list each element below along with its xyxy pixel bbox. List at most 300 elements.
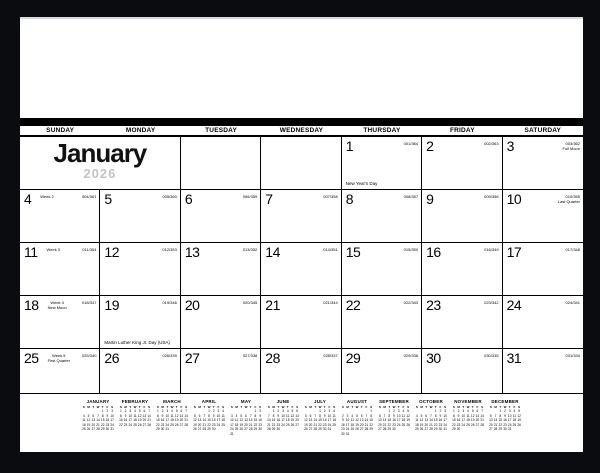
mini-day-letter: S (370, 405, 373, 409)
mini-date: 27 (244, 427, 248, 431)
mini-date: 21 (202, 422, 207, 427)
mini-date: 1 (208, 409, 210, 413)
mini-date: 15 (433, 418, 438, 422)
mini-date: 11 (286, 413, 290, 418)
mini-date: 23 (341, 427, 345, 431)
mini-date: 19 (517, 418, 521, 422)
mini-calendar-february (119, 399, 152, 427)
mini-calendar-november (452, 399, 485, 432)
mini-date: 8 (434, 413, 437, 418)
mini-date: 26 (174, 422, 179, 427)
mini-day-letter: M (198, 405, 201, 409)
day-number: 15 (345, 244, 361, 260)
mini-date: 16 (322, 418, 327, 422)
mini-date: 4 (415, 413, 418, 418)
mini-date: 24 (327, 422, 332, 427)
mini-date: 22 (119, 422, 123, 427)
mini-date: 24 (443, 422, 447, 427)
mini-day-letter: W (170, 405, 174, 409)
mini-date: 27 (179, 422, 184, 427)
mini-date: 10 (396, 413, 401, 418)
mini-date: 11 (234, 418, 239, 422)
day-number: 31 (506, 350, 522, 366)
mini-date: 16 (258, 418, 262, 422)
mini-date: 20 (378, 422, 382, 427)
mini-date: 14 (364, 418, 369, 422)
mini-date: 9 (393, 413, 395, 418)
day-cell-3 (503, 137, 583, 190)
mini-date: 30 (392, 427, 396, 431)
mini-date: 6 (198, 413, 201, 418)
mini-dates (378, 409, 411, 432)
mini-date: 8 (208, 413, 210, 418)
mini-dates (489, 409, 522, 432)
mini-day-letter: T (323, 405, 326, 409)
mini-date: 22 (369, 422, 373, 427)
mini-date: 14 (493, 418, 498, 422)
mini-day-letter: S (518, 405, 521, 409)
mini-day-letter: S (452, 405, 455, 409)
mini-date: 6 (245, 413, 247, 418)
mini-day-letter: T (166, 405, 169, 409)
mini-date: 2 (259, 409, 262, 413)
mini-day-letter: S (407, 405, 410, 409)
mini-date: 25 (170, 422, 174, 427)
mini-date: 3 (129, 409, 132, 413)
day-of-year-code: 001/364 (403, 141, 419, 146)
mini-date: 2 (323, 409, 326, 413)
mini-date: 26 (419, 427, 424, 431)
mini-day-letter: T (351, 405, 354, 409)
mini-date: 24 (345, 427, 350, 431)
mini-date: 6 (309, 413, 312, 418)
mini-calendar-october (415, 399, 448, 432)
mini-date: 23 (160, 422, 165, 427)
mini-date: 12 (86, 418, 91, 422)
mini-date: 18 (82, 422, 86, 427)
mini-date: 12 (517, 413, 521, 418)
day-of-year-code: 023/342 (484, 300, 499, 305)
mini-date: 11 (466, 413, 470, 418)
mini-date: 6 (378, 413, 381, 418)
mini-date: 14 (202, 418, 207, 422)
mini-date: 12 (304, 418, 308, 422)
mini-date: 29 (369, 427, 373, 431)
mini-date: 5 (138, 409, 141, 413)
mini-date: 18 (415, 422, 419, 427)
mini-date: 15 (498, 418, 503, 422)
mini-day-letter: S (119, 405, 122, 409)
mini-date: 8 (499, 413, 502, 418)
mini-date: 10 (128, 413, 133, 418)
day-cell-13 (181, 243, 261, 296)
day-cell-6 (181, 190, 261, 243)
mini-date: 10 (281, 413, 285, 418)
mini-date: 11 (350, 418, 354, 422)
mini-date: 5 (87, 413, 90, 418)
mini-date: 23 (322, 422, 327, 427)
mini-calendar-july (304, 399, 337, 432)
month-title: January (53, 138, 147, 168)
day-number: 30 (426, 350, 441, 366)
mini-day-letter: T (138, 405, 141, 409)
mini-date: 6 (489, 413, 492, 418)
mini-day-letter: S (230, 405, 233, 409)
mini-dates (341, 409, 374, 436)
mini-date: 24 (461, 422, 466, 427)
mini-date: 23 (438, 422, 443, 427)
day-cell-10 (503, 190, 583, 243)
day-number: 26 (104, 350, 119, 366)
mini-day-letter: S (296, 405, 299, 409)
mini-date: 11 (82, 418, 86, 422)
mini-date: 2 (106, 409, 109, 413)
mini-day-letter: T (175, 405, 178, 409)
mini-date: 10 (216, 413, 221, 418)
mini-date: 25 (234, 427, 239, 431)
mini-date: 30 (322, 427, 327, 431)
mini-date: 3 (508, 409, 511, 413)
mini-date: 29 (253, 427, 258, 431)
mini-date: 19 (239, 422, 244, 427)
mini-date: 27 (197, 427, 202, 431)
mini-day-letter: S (481, 405, 484, 409)
mini-day-letter: S (333, 405, 336, 409)
mini-date: 12 (137, 413, 142, 418)
mini-date: 5 (291, 409, 294, 413)
mini-day-letter: S (156, 405, 159, 409)
mini-date: 18 (350, 422, 355, 427)
mini-date: 12 (470, 413, 475, 418)
mini-date: 17 (396, 418, 401, 422)
mini-date: 17 (443, 418, 447, 422)
mini-date: 7 (430, 413, 432, 418)
day-of-year-code: 005/360 (162, 194, 177, 199)
mini-date: 1 (156, 409, 159, 413)
mini-date: 8 (388, 413, 391, 418)
mini-date: 19 (193, 422, 197, 427)
day-number: 17 (506, 244, 522, 260)
mini-date: 7 (494, 413, 497, 418)
day-cell-25 (20, 349, 100, 394)
mini-date: 22 (271, 422, 276, 427)
mini-date: 28 (480, 422, 484, 427)
mini-date: 27 (142, 422, 147, 427)
mini-date: 5 (518, 409, 521, 413)
mini-date: 14 (184, 413, 188, 418)
mini-date: 20 (142, 418, 147, 422)
mini-day-letter: F (365, 405, 368, 409)
mini-date: 13 (197, 418, 202, 422)
day-cell-24 (503, 296, 583, 349)
mini-day-letter: T (471, 405, 474, 409)
mini-date: 22 (156, 422, 160, 427)
mini-date: 27 (295, 422, 299, 427)
day-number: 4 (24, 191, 32, 207)
mini-date: 28 (364, 427, 369, 431)
mini-date: 12 (174, 413, 179, 418)
mini-day-letter: T (249, 405, 252, 409)
mini-day-letter: W (207, 405, 211, 409)
day-cell-31 (503, 349, 583, 394)
mini-date: 25 (221, 422, 225, 427)
mini-date: 9 (504, 413, 506, 418)
mini-date: 19 (137, 418, 142, 422)
mini-date: 18 (512, 418, 517, 422)
mini-day-letter: F (180, 405, 183, 409)
day-cell-23 (422, 296, 502, 349)
day-cell-27 (181, 349, 261, 394)
mini-date: 10 (461, 413, 466, 418)
mini-day-letter: S (259, 405, 262, 409)
mini-date: 3 (346, 413, 349, 418)
mini-date: 25 (466, 422, 470, 427)
day-number: 13 (184, 244, 200, 260)
mini-date: 23 (105, 422, 110, 427)
mini-date: 19 (355, 422, 359, 427)
mini-date: 3 (166, 409, 169, 413)
mini-date: 2 (457, 409, 460, 413)
mini-date: 7 (267, 413, 270, 418)
mini-date: 9 (106, 413, 109, 418)
mini-date: 14 (429, 418, 433, 422)
day-of-year-code: 017/348 (565, 247, 580, 252)
mini-date: 31 (443, 427, 447, 431)
mini-date: 16 (276, 418, 281, 422)
mini-date: 29 (498, 427, 503, 431)
day-number: 9 (426, 191, 434, 207)
mini-date: 2 (341, 413, 344, 418)
mini-date: 8 (370, 413, 373, 418)
mini-date: 25 (512, 422, 517, 427)
mini-date: 4 (333, 409, 336, 413)
mini-calendar-march (156, 399, 189, 432)
day-number: 28 (265, 350, 280, 366)
day-of-year-code: 026/339 (162, 353, 177, 358)
mini-date: 6 (425, 413, 428, 418)
mini-date: 20 (179, 418, 184, 422)
mini-date: 17 (345, 422, 350, 427)
mini-date: 7 (383, 413, 386, 418)
mini-date: 25 (285, 422, 290, 427)
mini-day-letter: M (346, 405, 349, 409)
mini-date: 13 (475, 413, 480, 418)
mini-date: 6 (92, 413, 95, 418)
mini-date: 20 (489, 422, 493, 427)
mini-month-name: MAY (240, 399, 252, 404)
mini-date: 14 (382, 418, 387, 422)
day-header-sunday: SUNDAY (46, 127, 75, 134)
mini-date: 10 (327, 413, 332, 418)
mini-date: 23 (503, 422, 507, 427)
mini-date: 8 (452, 413, 455, 418)
mini-date: 29 (207, 427, 211, 431)
mini-date: 22 (452, 422, 456, 427)
mini-day-letter: T (397, 405, 400, 409)
mini-date: 15 (387, 418, 392, 422)
mini-date: 13 (142, 413, 147, 418)
mini-day-letter: F (143, 405, 146, 409)
mini-day-letter: F (217, 405, 220, 409)
month-title-cell (20, 137, 181, 190)
mini-date: 3 (282, 409, 284, 413)
mini-day-letter: T (388, 405, 391, 409)
mini-date: 8 (156, 413, 159, 418)
calendar-grid (20, 137, 583, 394)
day-of-year-code: 018/347 (81, 300, 97, 305)
mini-date: 11 (401, 413, 406, 418)
mini-date: 16 (456, 418, 461, 422)
mini-date: 10 (110, 413, 114, 418)
mini-date: 5 (471, 409, 474, 413)
day-cell-17 (503, 243, 583, 296)
empty-cell (261, 137, 341, 190)
mini-date: 28 (96, 427, 100, 431)
mini-date: 15 (452, 418, 456, 422)
mini-date: 16 (341, 422, 345, 427)
mini-day-letter: M (161, 405, 164, 409)
day-of-year-code: 003/362 (565, 141, 580, 146)
mini-date: 15 (156, 418, 160, 422)
mini-date: 1 (370, 409, 373, 413)
day-of-year-code: 025/340 (81, 353, 97, 358)
mini-date: 30 (160, 427, 165, 431)
mini-date: 13 (378, 418, 382, 422)
mini-calendar-january (82, 399, 115, 432)
mini-date: 3 (462, 409, 465, 413)
mini-month-name: APRIL (201, 399, 217, 404)
mini-date: 11 (332, 413, 336, 418)
mini-day-letter: F (291, 405, 294, 409)
mini-date: 6 (180, 409, 183, 413)
mini-date: 16 (211, 418, 216, 422)
mini-day-letter: T (314, 405, 317, 409)
mini-date: 9 (341, 418, 344, 422)
mini-month-name: FEBRUARY (121, 399, 149, 404)
mini-date: 4 (222, 409, 225, 413)
mini-date: 21 (147, 418, 151, 422)
mini-date: 4 (134, 409, 136, 413)
mini-date: 16 (105, 418, 110, 422)
mini-date: 7 (203, 413, 206, 418)
day-cell-8 (342, 190, 422, 243)
mini-date: 12 (406, 413, 410, 418)
mini-date: 24 (281, 422, 285, 427)
mini-dates (304, 409, 337, 432)
mini-month-name: NOVEMBER (454, 399, 482, 404)
mini-date: 1 (119, 409, 122, 413)
mini-day-letter: T (240, 405, 243, 409)
mini-date: 1 (272, 409, 275, 413)
mini-date: 14 (147, 413, 151, 418)
mini-date: 28 (267, 427, 271, 431)
mini-date: 19 (419, 422, 424, 427)
day-cell-7 (261, 190, 341, 243)
moon-phase-label: Full Moon (562, 146, 580, 151)
mini-date: 18 (170, 418, 174, 422)
mini-date: 2 (393, 409, 395, 413)
mini-date: 27 (475, 422, 480, 427)
mini-date: 8 (319, 413, 321, 418)
day-cell-30 (422, 349, 502, 394)
day-of-year-code: 029/336 (403, 353, 419, 358)
mini-date: 6 (360, 413, 363, 418)
mini-date: 10 (345, 418, 350, 422)
mini-date: 30 (341, 431, 345, 436)
day-cell-21 (261, 296, 341, 349)
mini-day-letter: W (466, 405, 470, 409)
day-of-year-code: 020/345 (242, 300, 258, 305)
mini-date: 13 (295, 413, 299, 418)
mini-date: 20 (475, 418, 480, 422)
mini-calendar-april (193, 399, 226, 432)
mini-date: 8 (119, 413, 122, 418)
mini-date: 13 (244, 418, 248, 422)
mini-date: 24 (230, 427, 234, 431)
mini-date: 4 (467, 409, 469, 413)
mini-date: 19 (470, 418, 475, 422)
mini-day-letter: T (425, 405, 428, 409)
mini-date: 7 (314, 413, 317, 418)
day-number: 2 (426, 138, 434, 154)
mini-date: 31 (327, 427, 332, 431)
mini-date: 29 (156, 427, 160, 431)
day-of-year-code: 011/354 (82, 247, 97, 252)
mini-date: 14 (96, 418, 100, 422)
mini-day-letter: W (503, 405, 507, 409)
mini-date: 9 (439, 413, 442, 418)
mini-dates (193, 409, 226, 432)
mini-day-letter: M (87, 405, 90, 409)
mini-date: 1 (388, 409, 391, 413)
mini-date: 9 (212, 413, 215, 418)
day-header-thursday: THURSDAY (363, 127, 401, 134)
mini-date: 17 (327, 418, 332, 422)
day-cell-18 (20, 296, 100, 349)
day-header-wednesday: WEDNESDAY (279, 127, 324, 134)
mini-calendar-may (230, 399, 263, 436)
day-cell-11 (20, 243, 100, 296)
day-number: 18 (24, 297, 39, 313)
mini-day-letter: T (508, 405, 511, 409)
mini-date: 2 (504, 409, 506, 413)
moon-phase-label: First Quarter (47, 358, 71, 363)
mini-date: 13 (424, 418, 429, 422)
mini-month-name: DECEMBER (491, 399, 519, 404)
mini-date: 3 (328, 409, 331, 413)
mini-day-letter: S (489, 405, 492, 409)
mini-dates (156, 409, 189, 432)
mini-date: 14 (480, 413, 484, 418)
day-number: 21 (265, 297, 280, 313)
mini-date: 21 (267, 422, 271, 427)
mini-day-letter: M (272, 405, 275, 409)
mini-date: 18 (285, 418, 290, 422)
week-number-label: Week 5 (52, 353, 66, 358)
mini-date: 18 (221, 418, 225, 422)
day-of-year-code: 030/335 (484, 353, 499, 358)
mini-date: 28 (313, 427, 318, 431)
mini-calendar-strip (20, 394, 583, 451)
day-number: 11 (24, 244, 38, 260)
mini-date: 16 (438, 418, 443, 422)
mini-date: 8 (272, 413, 275, 418)
memo-area (20, 19, 583, 118)
mini-date: 23 (276, 422, 281, 427)
mini-date: 20 (308, 422, 313, 427)
mini-date: 21 (382, 422, 387, 427)
mini-day-letter: W (96, 405, 100, 409)
